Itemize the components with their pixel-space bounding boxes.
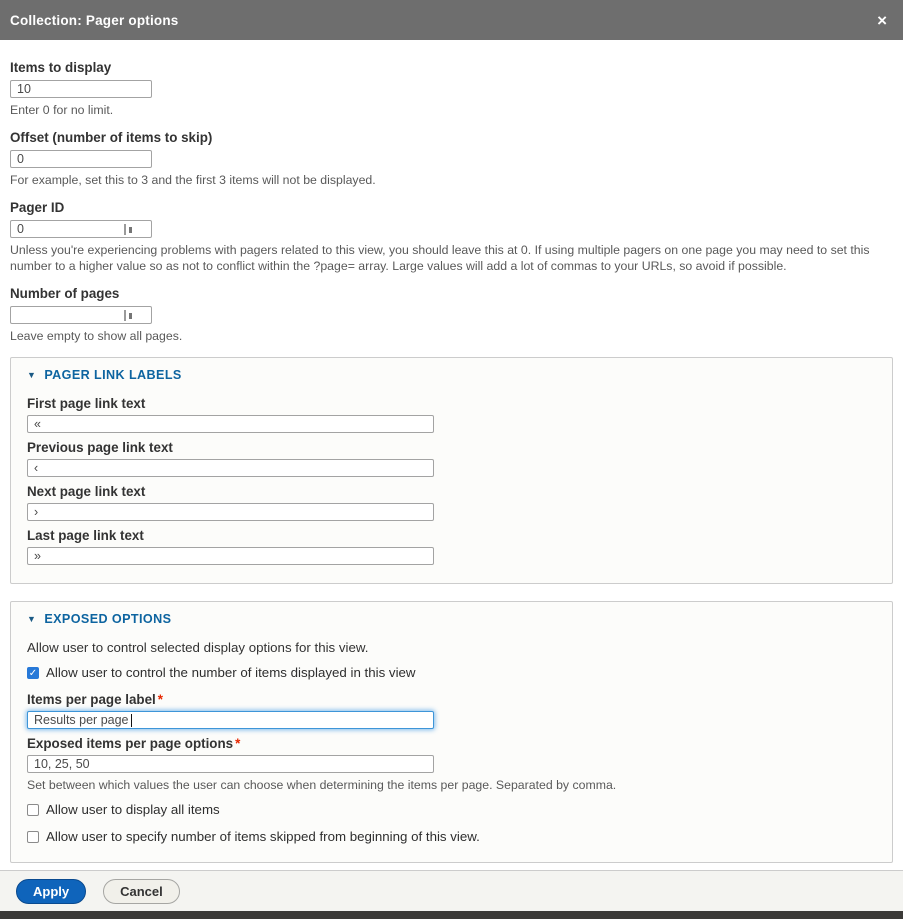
items-per-page-label-text: Items per page label <box>27 692 156 707</box>
checkbox-row-display-all <box>27 802 876 817</box>
exposed-items-options-label-text: Exposed items per page options <box>27 736 234 751</box>
chevron-down-icon: ▼ <box>27 370 37 380</box>
pager-link-labels-legend-text: PAGER LINK LABELS <box>44 368 182 382</box>
form-item-pager-id <box>10 200 893 274</box>
items-to-display-description: Enter 0 for no limit. <box>10 103 114 117</box>
exposed-options-legend-text: EXPOSED OPTIONS <box>44 612 172 626</box>
form-item-exposed-items-options <box>27 736 876 793</box>
checkbox-control-items[interactable]: ✓ <box>28 667 38 679</box>
number-spinner-icon[interactable] <box>124 310 134 321</box>
form-item-next-page-link <box>27 484 876 521</box>
previous-page-link-label: Previous page link text <box>27 440 173 455</box>
checkbox-skip-items[interactable] <box>27 831 39 843</box>
checkbox-skip-items-label: Allow user to specify number of items skipped from beginning of this view. <box>46 829 480 844</box>
dialog-buttonpane <box>0 870 903 911</box>
items-to-display-label: Items to display <box>10 60 112 75</box>
apply-button[interactable]: Apply <box>16 879 86 904</box>
first-page-link-input[interactable] <box>27 415 434 433</box>
pager-link-labels-legend[interactable] <box>27 368 876 382</box>
exposed-options-intro: Allow user to control selected display options for this view. <box>27 640 369 655</box>
form-item-offset <box>10 130 893 188</box>
number-of-pages-description: Leave empty to show all pages. <box>10 329 183 343</box>
exposed-items-options-description: Set between which values the user can choose when determining the items per page. Separated by comma. <box>27 778 617 792</box>
pager-id-label: Pager ID <box>10 200 65 215</box>
next-page-link-label: Next page link text <box>27 484 146 499</box>
items-to-display-input[interactable] <box>10 80 152 98</box>
exposed-options-legend[interactable] <box>27 612 876 626</box>
offset-label: Offset (number of items to skip) <box>10 130 213 145</box>
checkbox-display-all-label: Allow user to display all items <box>46 802 220 817</box>
offset-input[interactable] <box>10 150 152 168</box>
fieldset-pager-link-labels <box>10 357 893 584</box>
close-icon[interactable]: × <box>877 10 887 30</box>
form-item-items-per-page-label <box>27 692 876 729</box>
form-item-last-page-link <box>27 528 876 565</box>
number-spinner-icon[interactable] <box>124 224 134 235</box>
fieldset-exposed-options <box>10 601 893 863</box>
background-page-strip <box>0 911 903 919</box>
form-item-first-page-link <box>27 396 876 433</box>
form-item-previous-page-link <box>27 440 876 477</box>
previous-page-link-input[interactable] <box>27 459 434 477</box>
number-of-pages-label: Number of pages <box>10 286 120 301</box>
items-per-page-label-input[interactable] <box>27 711 434 729</box>
pager-id-description: Unless you're experiencing problems with pagers related to this view, you should leave this at 0. If using multiple pagers on one page you may need to set this number to a higher value so as not to conflict within the ?page= array. Large values will add a lot of commas to your URLs, so avoid if possible. <box>10 243 870 273</box>
dialog-content <box>0 40 903 870</box>
first-page-link-label: First page link text <box>27 396 146 411</box>
exposed-items-options-input[interactable] <box>27 755 434 773</box>
cancel-button[interactable]: Cancel <box>103 879 180 904</box>
chevron-down-icon: ▼ <box>27 614 37 624</box>
dialog-title: Collection: Pager options <box>10 12 179 28</box>
offset-description: For example, set this to 3 and the first 3 items will not be displayed. <box>10 173 376 187</box>
text-cursor <box>131 714 132 727</box>
form-item-items-to-display <box>10 60 893 118</box>
required-mark: * <box>157 692 163 707</box>
required-mark: * <box>235 736 241 751</box>
last-page-link-label: Last page link text <box>27 528 144 543</box>
last-page-link-input[interactable] <box>27 547 434 565</box>
form-item-number-of-pages <box>10 286 893 344</box>
checkbox-control-items-label: Allow user to control the number of items displayed in this view <box>46 665 416 680</box>
checkbox-display-all[interactable] <box>27 804 39 816</box>
next-page-link-input[interactable] <box>27 503 434 521</box>
checkbox-row-control-items <box>27 665 876 680</box>
dialog-titlebar <box>0 0 903 40</box>
checkbox-row-skip-items <box>27 829 876 844</box>
